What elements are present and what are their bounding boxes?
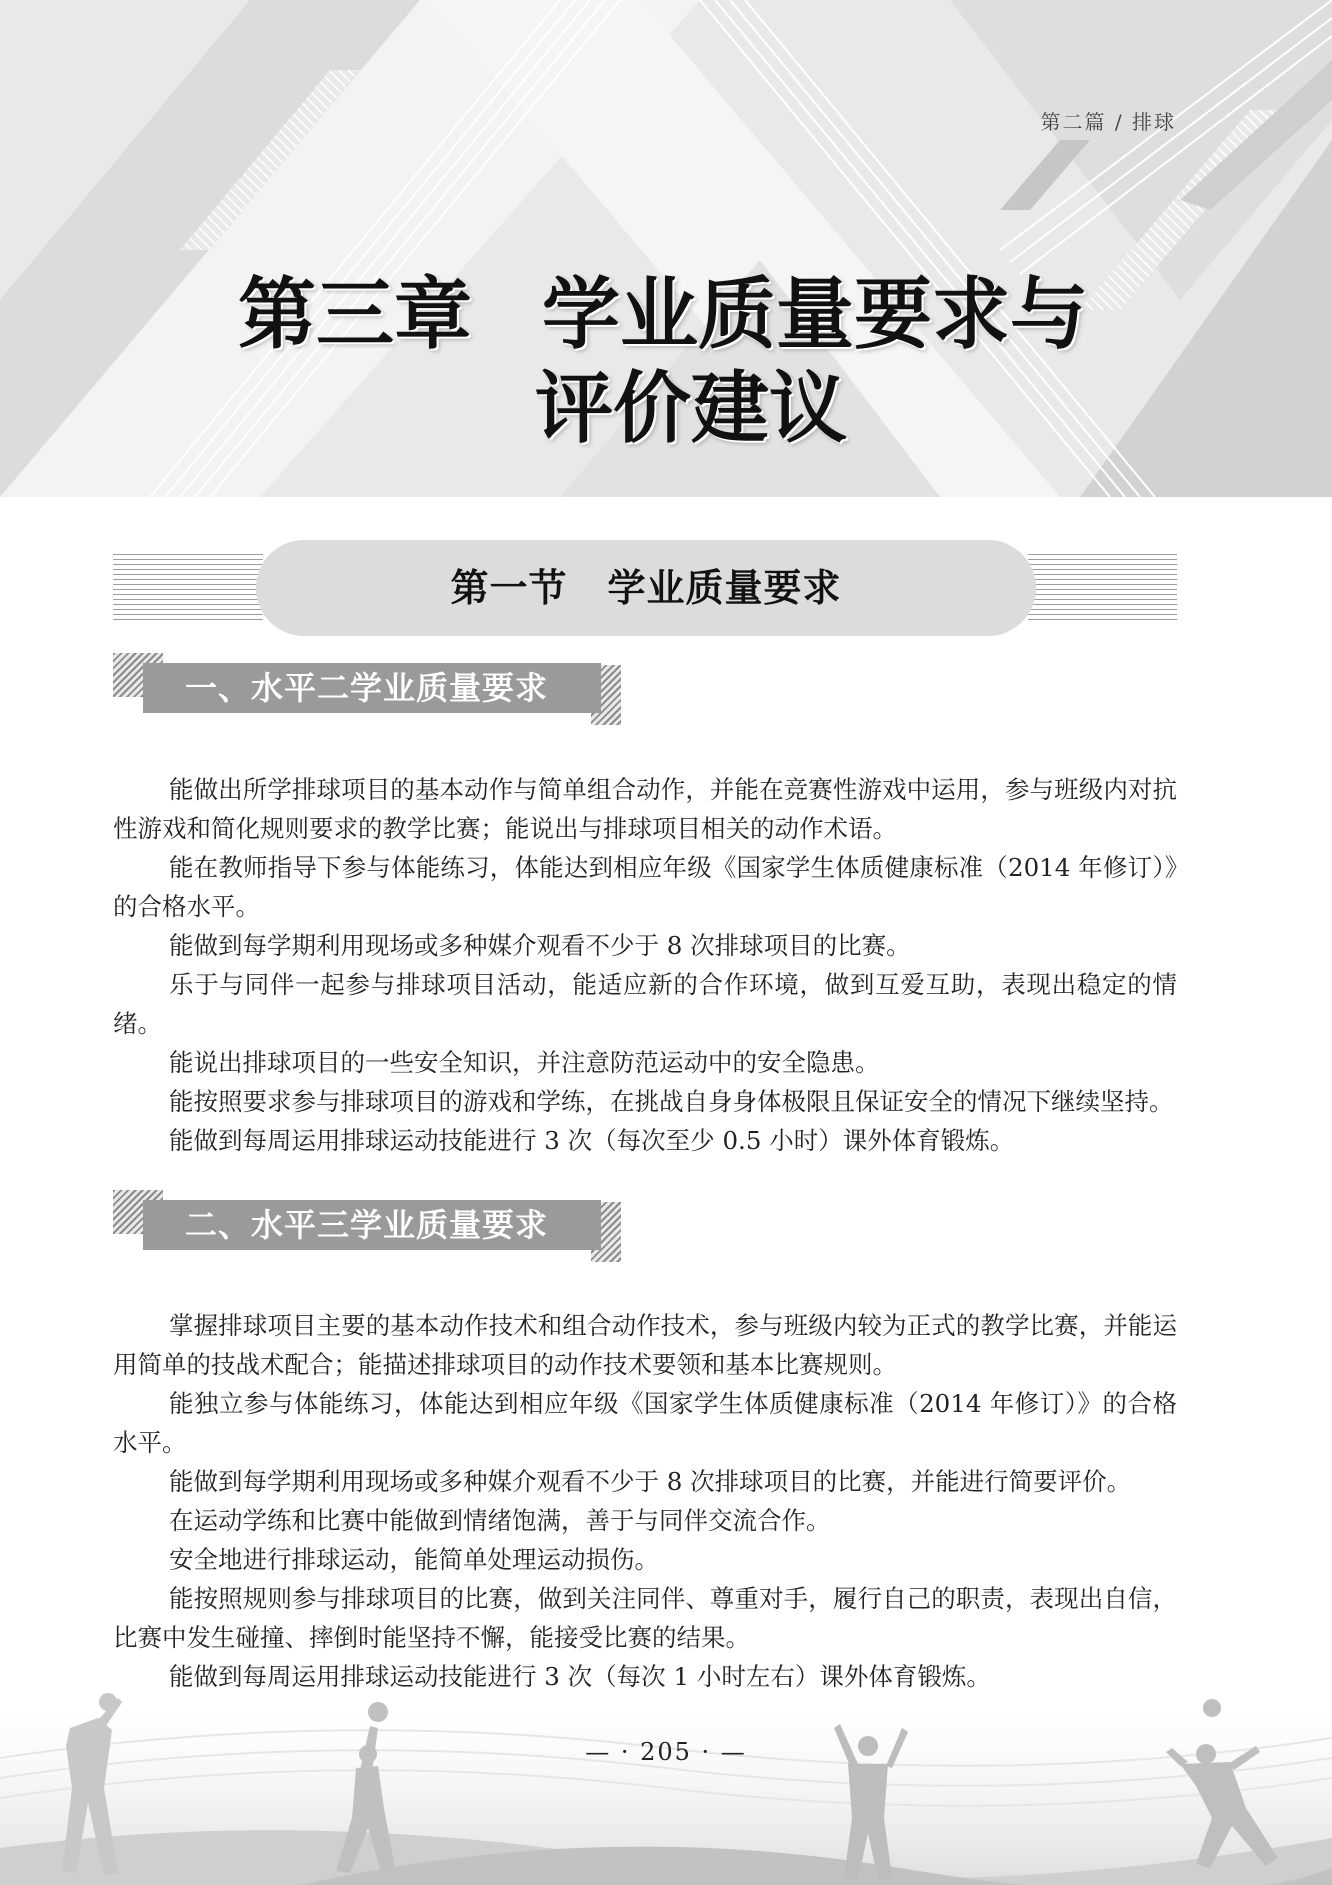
subsection-body-1 — [113, 770, 1177, 1160]
subsection-body-2 — [113, 1306, 1177, 1696]
section-stripes-right — [1028, 554, 1177, 622]
paragraph: 能按照要求参与排球项目的游戏和学练，在挑战自身身体极限且保证安全的情况下继续坚持。 — [169, 1087, 1174, 1116]
paragraph: 在运动学练和比赛中能做到情绪饱满，善于与同伴交流合作。 — [169, 1506, 831, 1535]
paragraph: 能做到每周运用排球运动技能进行 3 次（每次至少 0.5 小时）课外体育锻炼。 — [169, 1126, 1015, 1155]
paragraph: 能做到每周运用排球运动技能进行 3 次（每次 1 小时左右）课外体育锻炼。 — [169, 1662, 991, 1691]
paragraph: 能按照规则参与排球项目的比赛，做到关注同伴、尊重对手，履行自己的职责，表现出自信，比赛中发生碰撞、摔倒时能坚持不懈，能接受比赛的结果。 — [113, 1584, 1177, 1652]
section-title: 学业质量要求 — [607, 566, 842, 610]
section-header — [113, 540, 1177, 636]
subsection-heading-2 — [113, 1190, 623, 1264]
chapter-number: 第三章 — [238, 270, 473, 360]
section-title-pill — [256, 540, 1036, 636]
paragraph: 能做到每学期利用现场或多种媒介观看不少于 8 次排球项目的比赛。 — [169, 931, 911, 960]
section-number: 第一节 — [450, 566, 568, 610]
paragraph: 能做到每学期利用现场或多种媒介观看不少于 8 次排球项目的比赛，并能进行简要评价。 — [169, 1467, 1132, 1496]
page-number: — · 205 · — — [585, 1738, 747, 1766]
paragraph: 安全地进行排球运动，能简单处理运动损伤。 — [169, 1545, 659, 1574]
running-head: 第二篇 / 排球 — [1040, 110, 1176, 134]
subsection-heading-text: 一、水平二学业质量要求 — [185, 669, 549, 707]
paragraph: 能在教师指导下参与体能练习，体能达到相应年级《国家学生体质健康标准（2014 年修订）》的合格水平。 — [113, 853, 1177, 921]
paragraph: 掌握排球项目主要的基本动作技术和组合动作技术，参与班级内较为正式的教学比赛，并能运用简单的技战术配合；能描述排球项目的动作技术要领和基本比赛规则。 — [113, 1311, 1177, 1379]
paragraph: 能做出所学排球项目的基本动作与简单组合动作，并能在竞赛性游戏中运用，参与班级内对抗性游戏和简化规则要求的教学比赛；能说出与排球项目相关的动作术语。 — [113, 775, 1177, 843]
subsection-heading-1 — [113, 653, 623, 727]
chapter-title-line2: 评价建议 — [535, 364, 848, 454]
paragraph: 乐于与同伴一起参与排球项目活动，能适应新的合作环境，做到互爱互助，表现出稳定的情绪。 — [113, 970, 1177, 1038]
volleyball-players-decoration — [0, 1668, 1332, 1885]
chapter-title-line1: 学业质量要求与 — [542, 270, 1089, 360]
chapter-banner — [0, 0, 1332, 497]
subsection-heading-text: 二、水平三学业质量要求 — [185, 1206, 549, 1244]
paragraph: 能说出排球项目的一些安全知识，并注意防范运动中的安全隐患。 — [169, 1048, 880, 1077]
section-stripes-left — [113, 554, 263, 622]
paragraph: 能独立参与体能练习，体能达到相应年级《国家学生体质健康标准（2014 年修订）》的合格水平。 — [113, 1389, 1177, 1457]
